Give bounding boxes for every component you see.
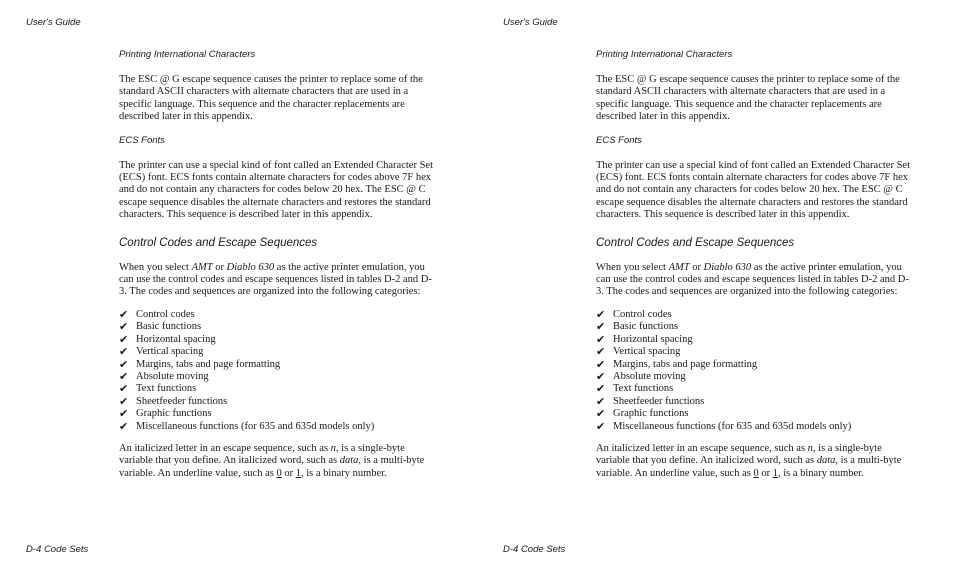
list-item: ✔ Miscellaneous functions (for 635 and 635d models only): [596, 419, 852, 433]
checkmark-icon: ✔: [596, 382, 606, 396]
list-item: ✔ Graphic functions: [596, 407, 689, 421]
checkmark-icon: ✔: [119, 369, 129, 383]
page-content: [596, 49, 914, 480]
page-footer: D-4 Code Sets: [26, 544, 89, 555]
checkmark-icon: ✔: [596, 345, 606, 359]
checkmark-icon: ✔: [119, 394, 129, 408]
list-item: ✔ Margins, tabs and page formatting: [119, 357, 281, 371]
subheading-ecs-fonts: ECS Fonts: [119, 134, 165, 146]
checkmark-icon: ✔: [596, 307, 606, 321]
checkmark-icon: ✔: [596, 332, 606, 346]
paragraph-international: The ESC @ G escape sequence causes the printer to replace some of the standard ASCII characters with alternate characters that are used in a specific language. This sequence and the character replacements are described later in this appendix.: [119, 74, 423, 123]
heading-control-codes: Control Codes and Escape Sequences: [119, 236, 318, 249]
checkmark-icon: ✔: [596, 407, 606, 421]
heading-control-codes: Control Codes and Escape Sequences: [596, 236, 795, 249]
list-item: ✔ Control codes: [119, 307, 195, 321]
paragraph-ecs-fonts: The printer can use a special kind of font called an Extended Character Set (ECS) font. ECS fonts contain alternate characters for codes above 7F hex and do not contain any characters for codes below 20 hex. The ESC @ C escape sequence disables the alternate characters and restores the standard characters. This sequence is described later in this appendix.: [119, 159, 433, 221]
right-page: [477, 0, 954, 580]
checkmark-icon: ✔: [119, 320, 129, 334]
subheading-ecs-fonts: ECS Fonts: [596, 134, 642, 146]
list-item: ✔ Absolute moving: [596, 369, 686, 383]
paragraph-intro: When you select AMT or Diablo 630 as the active printer emulation, you can use the control codes and escape sequences listed in tables D-2 and D-3. The codes and sequences are organized into the following categories:: [119, 261, 432, 298]
list-item: ✔ Control codes: [596, 307, 672, 321]
list-item: ✔ Text functions: [596, 382, 674, 396]
page-content: [119, 49, 437, 480]
paragraph-notation: An italicized letter in an escape sequence, such as n, is a single-byte variable that you define. An italicized word, such as data, is a multi-byte variable. An underline value, such as 0 or 1, is a binary number.: [119, 442, 425, 479]
list-item: ✔ Vertical spacing: [596, 345, 681, 359]
page-footer: D-4 Code Sets: [503, 544, 566, 555]
list-item: ✔ Sheetfeeder functions: [596, 394, 705, 408]
list-item: ✔ Graphic functions: [119, 407, 212, 421]
page-header: User's Guide: [503, 17, 558, 28]
checkmark-icon: ✔: [596, 419, 606, 433]
paragraph-international: The ESC @ G escape sequence causes the printer to replace some of the standard ASCII characters with alternate characters that are used in a specific language. This sequence and the character replacements are described later in this appendix.: [596, 74, 900, 123]
list-item: ✔ Text functions: [119, 382, 197, 396]
checkmark-icon: ✔: [119, 307, 129, 321]
checkmark-icon: ✔: [119, 345, 129, 359]
paragraph-ecs-fonts: The printer can use a special kind of font called an Extended Character Set (ECS) font. ECS fonts contain alternate characters for codes above 7F hex and do not contain any characters for codes below 20 hex. The ESC @ C escape sequence disables the alternate characters and restores the standard characters. This sequence is described later in this appendix.: [596, 159, 910, 221]
list-item: ✔ Horizontal spacing: [596, 332, 693, 346]
page-header: User's Guide: [26, 17, 81, 28]
list-item: ✔ Horizontal spacing: [119, 332, 216, 346]
checkmark-icon: ✔: [596, 357, 606, 371]
checkmark-icon: ✔: [119, 419, 129, 433]
checkmark-icon: ✔: [596, 394, 606, 408]
paragraph-notation: An italicized letter in an escape sequence, such as n, is a single-byte variable that you define. An italicized word, such as data, is a multi-byte variable. An underline value, such as 0 or 1, is a binary number.: [596, 442, 902, 479]
checkmark-icon: ✔: [119, 382, 129, 396]
category-list: [119, 309, 437, 433]
list-item: ✔ Basic functions: [119, 320, 202, 334]
checkmark-icon: ✔: [119, 407, 129, 421]
list-item: ✔ Absolute moving: [119, 369, 209, 383]
checkmark-icon: ✔: [596, 320, 606, 334]
paragraph-intro: When you select AMT or Diablo 630 as the active printer emulation, you can use the control codes and escape sequences listed in tables D-2 and D-3. The codes and sequences are organized into the following categories:: [596, 261, 909, 298]
list-item: ✔ Basic functions: [596, 320, 679, 334]
checkmark-icon: ✔: [596, 369, 606, 383]
checkmark-icon: ✔: [119, 332, 129, 346]
list-item: ✔ Sheetfeeder functions: [119, 394, 228, 408]
category-list: [596, 309, 914, 433]
list-item: ✔ Miscellaneous functions (for 635 and 635d models only): [119, 419, 375, 433]
list-item: ✔ Margins, tabs and page formatting: [596, 357, 758, 371]
subheading-international: Printing International Characters: [596, 49, 733, 60]
list-item: ✔ Vertical spacing: [119, 345, 204, 359]
checkmark-icon: ✔: [119, 357, 129, 371]
subheading-international: Printing International Characters: [119, 49, 256, 60]
